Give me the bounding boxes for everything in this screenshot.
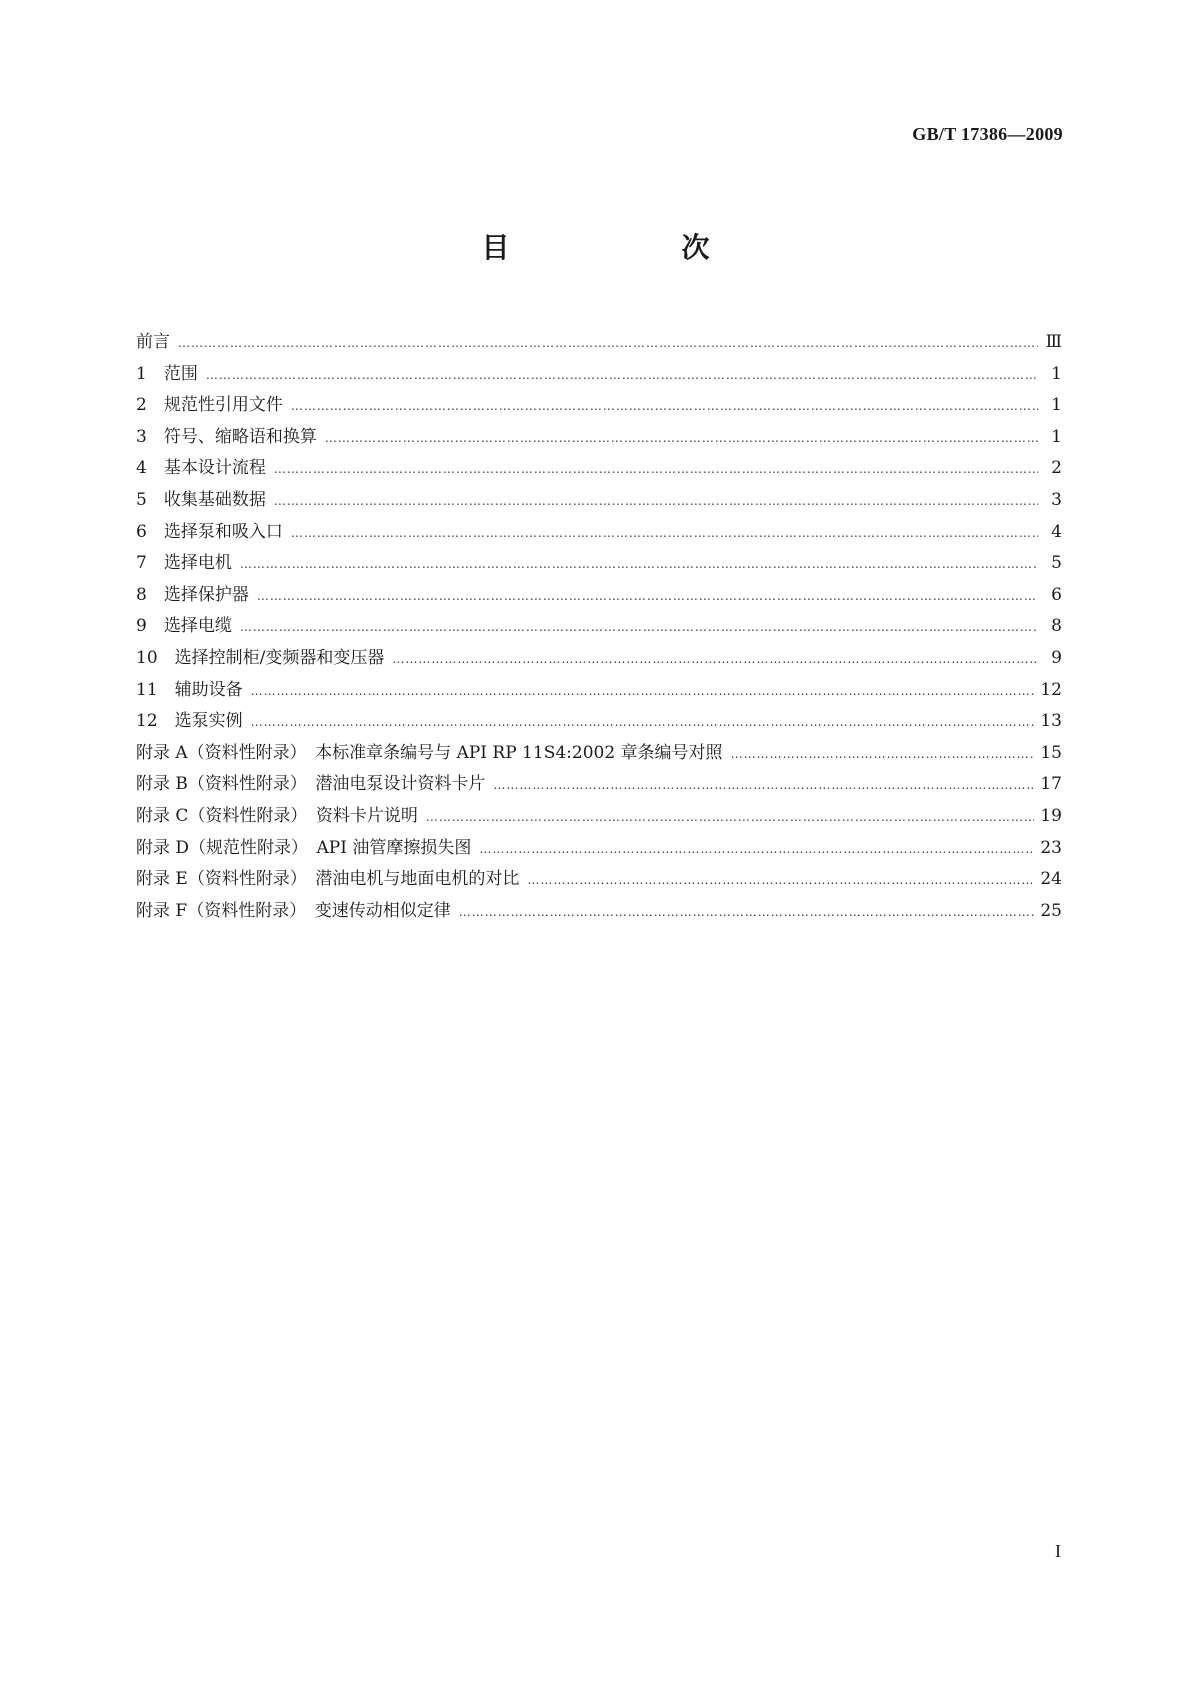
toc-dot-leader — [426, 810, 1034, 824]
toc-dot-leader — [178, 336, 1038, 350]
standard-code: GB/T 17386—2009 — [912, 124, 1063, 144]
toc-entry[interactable] — [136, 611, 1062, 643]
toc-entry-label: 7 选择电机 — [136, 553, 232, 574]
page-number: I — [1055, 1541, 1061, 1561]
toc-entry[interactable] — [136, 738, 1062, 770]
toc-entry-page: 13 — [1040, 711, 1062, 732]
toc-entry-label: 附录 D（规范性附录） API 油管摩擦损失图 — [136, 837, 472, 858]
toc-entry-label: 附录 A（资料性附录） 本标准章条编号与 API RP 11S4:2002 章条编号对照 — [136, 742, 723, 763]
toc-entry[interactable] — [136, 390, 1062, 422]
toc-entry-label: 10 选择控制柜/变频器和变压器 — [136, 647, 385, 668]
toc-dot-leader — [206, 368, 1038, 382]
toc-entry[interactable] — [136, 580, 1062, 612]
toc-dot-leader — [251, 684, 1035, 698]
toc-entry-label: 6 选择泵和吸入口 — [136, 521, 283, 542]
toc-entry[interactable] — [136, 896, 1062, 928]
toc-entry-page: 1 — [1051, 363, 1062, 384]
toc-entry[interactable] — [136, 769, 1062, 801]
toc-entry[interactable] — [136, 833, 1062, 865]
toc-entry[interactable] — [136, 548, 1062, 580]
toc-entry-page: 17 — [1040, 774, 1062, 795]
toc-dot-leader — [240, 620, 1038, 634]
toc-entry[interactable] — [136, 643, 1062, 675]
toc-entry-label: 附录 C（资料性附录） 资料卡片说明 — [136, 805, 418, 826]
toc-dot-leader — [291, 399, 1038, 413]
toc-entry[interactable] — [136, 327, 1062, 359]
toc-entry-page: 8 — [1051, 616, 1062, 637]
toc-entry-page: 12 — [1040, 679, 1062, 700]
toc-dot-leader — [240, 557, 1038, 571]
toc-dot-leader — [291, 526, 1038, 540]
toc-entry-page: 23 — [1040, 837, 1062, 858]
toc-dot-leader — [731, 747, 1035, 761]
toc-entry[interactable] — [136, 706, 1062, 738]
toc-entry-page: 1 — [1051, 395, 1062, 416]
toc-entry[interactable] — [136, 517, 1062, 549]
toc-dot-leader — [459, 905, 1035, 919]
toc-entry-page: 19 — [1040, 805, 1062, 826]
toc-entry-label: 3 符号、缩略语和换算 — [136, 426, 317, 447]
toc-entry-label: 附录 B（资料性附录） 潜油电泵设计资料卡片 — [136, 774, 486, 795]
toc-entry-page: Ⅲ — [1045, 332, 1062, 352]
toc-entry-page: 4 — [1051, 521, 1062, 542]
page-title: 目 次 — [481, 231, 782, 264]
toc-entry[interactable] — [136, 453, 1062, 485]
toc-dot-leader — [325, 431, 1038, 445]
toc-entry-label: 1 范围 — [136, 363, 198, 384]
toc-entry-page: 24 — [1040, 869, 1062, 890]
toc-entry[interactable] — [136, 864, 1062, 896]
toc-entry-page: 6 — [1051, 584, 1062, 605]
toc-dot-leader — [251, 715, 1035, 729]
toc-entry-page: 9 — [1051, 647, 1062, 668]
toc-entry[interactable] — [136, 422, 1062, 454]
table-of-contents — [136, 327, 1062, 927]
toc-entry-label: 8 选择保护器 — [136, 584, 249, 605]
toc-entry-label: 11 辅助设备 — [136, 679, 243, 700]
toc-entry-label: 附录 F（资料性附录） 变速传动相似定律 — [136, 900, 451, 921]
toc-entry-page: 15 — [1040, 742, 1062, 763]
toc-dot-leader — [257, 589, 1038, 603]
toc-entry-label: 2 规范性引用文件 — [136, 395, 283, 416]
toc-dot-leader — [527, 873, 1034, 887]
toc-dot-leader — [392, 652, 1038, 666]
toc-dot-leader — [274, 462, 1038, 476]
toc-entry[interactable] — [136, 675, 1062, 707]
toc-entry-label: 5 收集基础数据 — [136, 489, 266, 510]
toc-entry-page: 2 — [1051, 458, 1062, 479]
toc-entry[interactable] — [136, 485, 1062, 517]
toc-dot-leader — [274, 494, 1038, 508]
toc-entry[interactable] — [136, 359, 1062, 391]
toc-entry-page: 3 — [1051, 489, 1062, 510]
toc-entry-label: 前言 — [136, 332, 170, 352]
toc-dot-leader — [493, 778, 1034, 792]
toc-entry-label: 9 选择电缆 — [136, 616, 232, 637]
toc-entry-page: 1 — [1051, 426, 1062, 447]
toc-entry-label: 附录 E（资料性附录） 潜油电机与地面电机的对比 — [136, 869, 520, 890]
toc-entry-page: 25 — [1040, 900, 1062, 921]
toc-entry-label: 12 选泵实例 — [136, 711, 243, 732]
toc-entry-label: 4 基本设计流程 — [136, 458, 266, 479]
toc-entry-page: 5 — [1051, 553, 1062, 574]
toc-dot-leader — [479, 842, 1034, 856]
toc-entry[interactable] — [136, 801, 1062, 833]
